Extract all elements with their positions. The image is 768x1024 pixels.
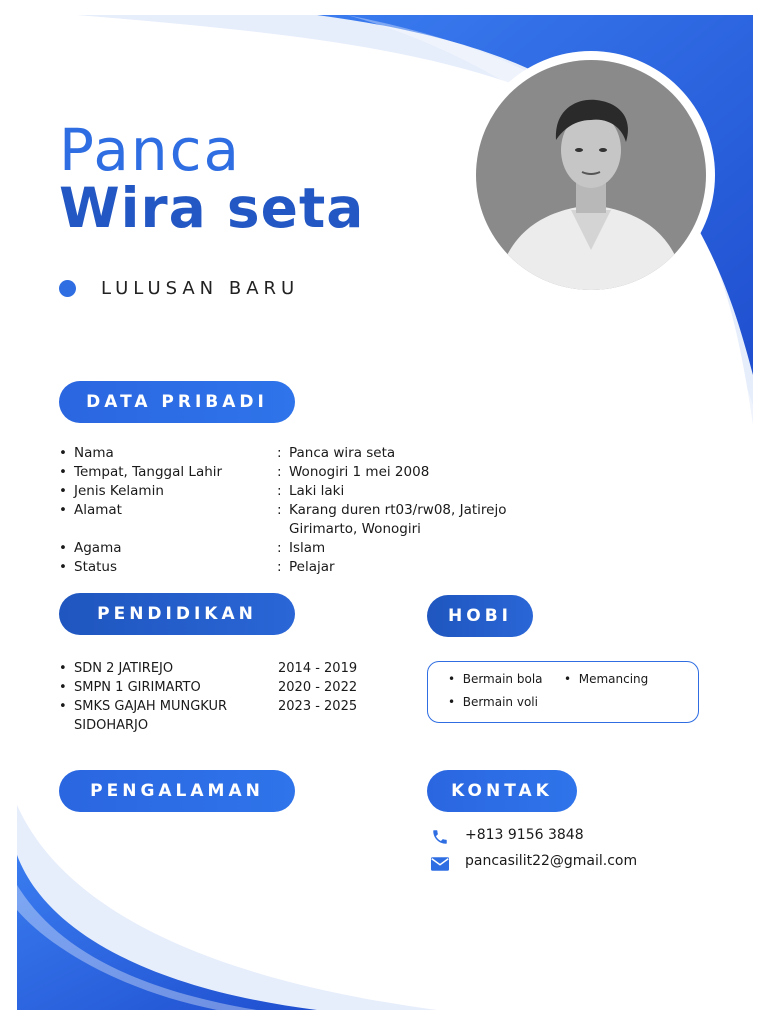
last-name: Wira seta: [59, 176, 365, 240]
section-kontak: KONTAK: [427, 770, 577, 812]
profile-photo-frame: [467, 51, 715, 299]
email-icon: [431, 857, 449, 871]
email-address: pancasilit22@gmail.com: [465, 853, 638, 869]
hobby-item: • Bermain bola: [448, 672, 543, 686]
hobby-box: [427, 661, 699, 723]
subtitle-dot: [59, 280, 76, 297]
info-row: • Nama : Panca wira seta: [59, 445, 396, 461]
section-pengalaman: PENGALAMAN: [59, 770, 295, 812]
phone-icon: [431, 828, 449, 846]
education-item: • SDN 2 JATIREJO 2014 - 2019: [59, 661, 358, 676]
info-row: • Agama : Islam: [59, 540, 326, 556]
first-name: Panca: [59, 116, 242, 184]
info-row: • Status : Pelajar: [59, 559, 335, 575]
resume-page: [17, 15, 753, 1010]
hobby-item: • Memancing: [564, 672, 649, 686]
education-item: • SMPN 1 GIRIMARTO 2020 - 2022: [59, 680, 358, 695]
subtitle: LULUSAN BARU: [101, 278, 300, 299]
education-item: • SMKS GAJAH MUNGKUR SIDOHARJO 2023 - 2025: [59, 699, 358, 733]
hobby-item: • Bermain voli: [448, 695, 538, 709]
phone-number: +813 9156 3848: [465, 827, 584, 843]
profile-photo: [476, 60, 706, 290]
section-pendidikan: PENDIDIKAN: [59, 593, 295, 635]
info-row: • Jenis Kelamin : Laki laki: [59, 483, 345, 499]
section-hobi: HOBI: [427, 595, 533, 637]
info-row: • Alamat : Karang duren rt03/rw08, Jatirejo Girimarto, Wonogiri: [59, 502, 507, 537]
info-row: • Tempat, Tanggal Lahir : Wonogiri 1 mei 2008: [59, 464, 430, 480]
section-data-pribadi: DATA PRIBADI: [59, 381, 295, 423]
